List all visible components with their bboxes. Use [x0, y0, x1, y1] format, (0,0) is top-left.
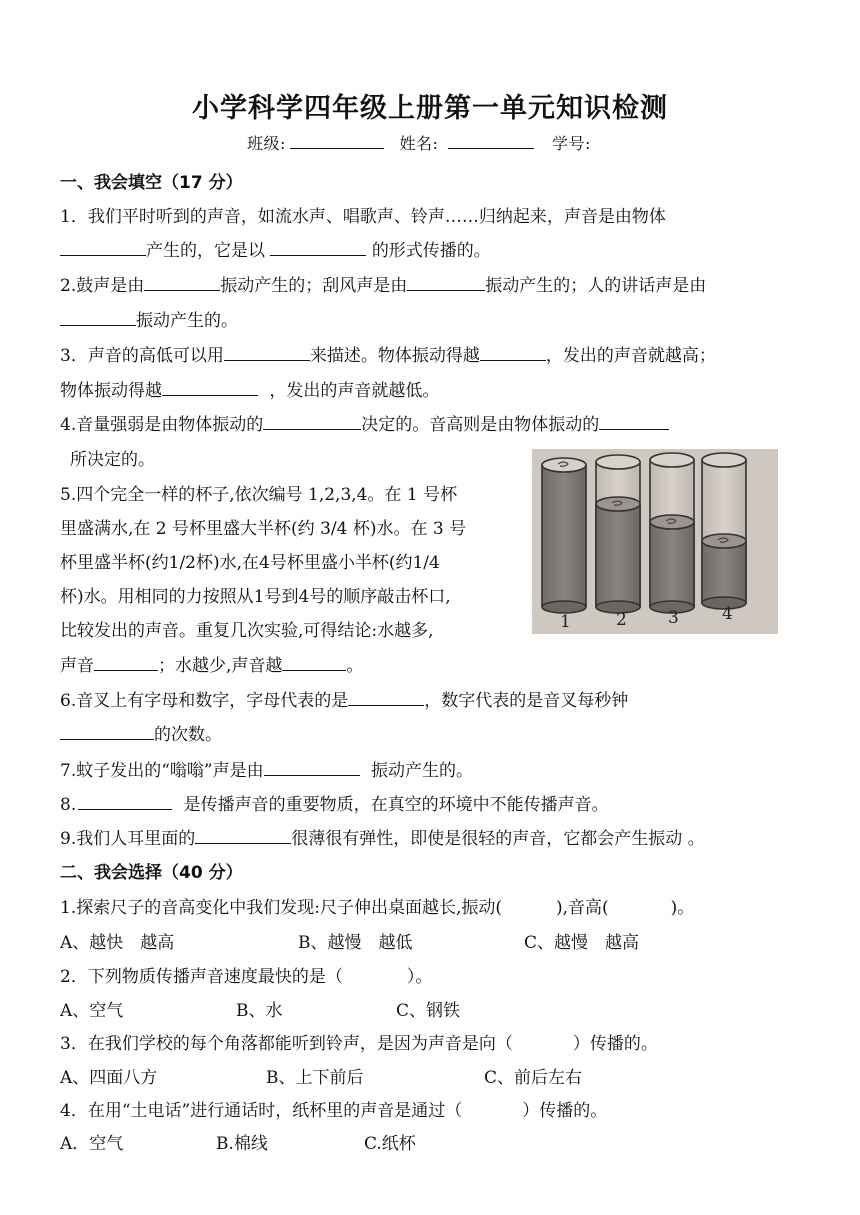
cup-1 [542, 458, 586, 613]
class-label: 班级: [247, 134, 286, 153]
name-label: 姓名: [399, 134, 439, 153]
mc-q1-option-b: B、越慢 越低 [298, 933, 413, 953]
student-info-line [0, 131, 860, 154]
section1-heading: 一、我会填空（17 分） [60, 173, 243, 193]
q4-blank-b[interactable] [599, 415, 669, 430]
mc-q1-option-c: C、越慢 越高 [524, 933, 640, 953]
name-blank[interactable] [448, 133, 534, 149]
section2-heading: 二、我会选择（40 分） [60, 863, 243, 883]
q9-line: 9.我们人耳里面的 很薄很有弹性，即使是很轻的声音，它都会产生振动 。 [60, 829, 705, 849]
mc-q4-option-a: A．空气 [60, 1134, 124, 1154]
q3-blank-a[interactable] [224, 346, 310, 361]
cup-number-1: 1 [560, 612, 571, 632]
q2-blank-c[interactable] [60, 311, 136, 326]
q2-line1: 2.鼓声是由 振动产生的；刮风声是由 振动产生的；人的讲话声是由 [60, 276, 707, 296]
mc-q4-option-c: C.纸杯 [364, 1134, 416, 1154]
q8-line: 8. 是传播声音的重要物质，在真空的环境中不能传播声音。 [60, 795, 609, 815]
q2-line2: 振动产生的。 [60, 306, 238, 331]
q7-line: 7.蚊子发出的“嗡嗡”声是由 振动产生的。 [60, 761, 474, 781]
mc-q2-option-c: C、钢铁 [396, 1001, 461, 1021]
q7-blank[interactable] [264, 761, 360, 776]
cup-2 [596, 455, 640, 613]
q4-blank-a[interactable] [263, 415, 361, 430]
page-title: 小学科学四年级上册第一单元知识检测 [192, 93, 668, 124]
q1-line1: 1．我们平时听到的声音，如流水声、唱歌声、铃声……归纳起来，声音是由物体 [60, 207, 666, 227]
cup-3 [650, 453, 694, 613]
q2-blank-b[interactable] [407, 276, 485, 291]
mc-q2: 2．下列物质传播声音速度最快的是（ ）。 [60, 967, 433, 987]
cup-number-4: 4 [722, 604, 733, 624]
q6-line2: 的次数。 [60, 720, 222, 745]
mc-q3-option-b: B、上下前后 [266, 1068, 364, 1088]
q3-line1: 3．声音的高低可以用 来描述。物体振动得越 ，发出的声音就越高； [60, 346, 716, 366]
q5-line3: 杯里盛半杯(约1/2杯)水,在4号杯里盛小半杯(约1/4 [60, 553, 440, 573]
q6-line1: 6.音叉上有字母和数字，字母代表的是 ，数字代表的是音叉每秒钟 [60, 691, 629, 711]
mc-q4-option-b: B.棉线 [216, 1134, 268, 1154]
mc-q4: 4．在用“土电话”进行通话时，纸杯里的声音是通过（ ）传播的。 [60, 1101, 608, 1121]
q5-line2: 里盛满水,在 2 号杯里盛大半杯(约 3/4 杯)水。在 3 号 [60, 519, 467, 539]
mc-q1: 1.探索尺子的音高变化中我们发现:尺子伸出桌面越长,振动( ),音高( )。 [60, 898, 695, 918]
q5-line5: 比较发出的声音。重复几次实验,可得结论:水越多, [60, 621, 434, 641]
q4-line2: 所决定的。 [70, 450, 155, 470]
q1-blank-b[interactable] [270, 241, 366, 256]
q1-line2: 产生的，它是以 的形式传播的。 [60, 236, 491, 261]
q3-blank-b[interactable] [480, 346, 546, 361]
cup-number-2: 2 [616, 610, 627, 630]
q5-line6: 声音 ；水越少,声音越 。 [60, 656, 364, 676]
mc-q3: 3．在我们学校的每个角落都能听到铃声，是因为声音是向（ ）传播的。 [60, 1034, 658, 1054]
q5-line1: 5.四个完全一样的杯子,依次编号 1,2,3,4。在 1 号杯 [60, 485, 458, 505]
mc-q1-option-a: A、越快 越高 [60, 933, 175, 953]
cup-4 [702, 453, 746, 609]
q3-blank-c[interactable] [162, 381, 258, 396]
q6-blank-a[interactable] [348, 691, 424, 706]
mc-q2-option-a: A、空气 [60, 1001, 124, 1021]
q5-blank-a[interactable] [94, 656, 158, 671]
q1-blank-a[interactable] [60, 241, 146, 256]
q9-blank[interactable] [195, 829, 291, 844]
mc-q3-option-a: A、四面八方 [60, 1068, 158, 1088]
cup-number-3: 3 [668, 608, 679, 628]
q2-blank-a[interactable] [144, 276, 220, 291]
q5-blank-b[interactable] [282, 656, 346, 671]
q3-line2: 物体振动得越 ，发出的声音就越低。 [60, 381, 440, 401]
class-blank[interactable] [290, 133, 384, 149]
id-label: 学号: [552, 134, 591, 153]
water-cups-figure [532, 449, 778, 634]
mc-q2-option-b: B、水 [236, 1001, 283, 1021]
q4-line1: 4.音量强弱是由物体振动的 决定的。音高则是由物体振动的 [60, 410, 669, 435]
q5-line4: 杯)水。用相同的力按照从1号到4号的顺序敲击杯口, [60, 587, 451, 607]
q6-blank-b[interactable] [60, 725, 154, 740]
mc-q3-option-c: C、前后左右 [484, 1068, 583, 1088]
q8-blank[interactable] [78, 795, 172, 810]
